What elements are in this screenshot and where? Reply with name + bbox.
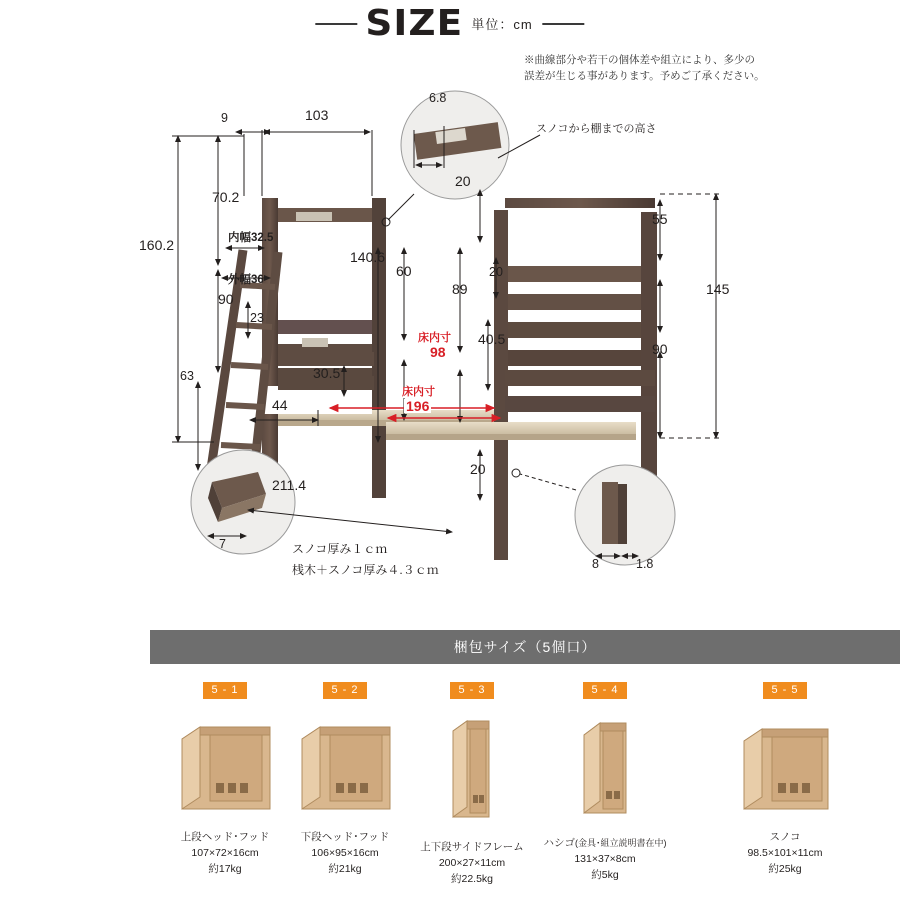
page-header: [0, 3, 900, 52]
package-tag-2: 5 - 2: [323, 682, 366, 699]
callout-slat-7: 7: [219, 537, 226, 551]
package-name-5: スノコ: [769, 831, 801, 844]
dim-20-bottom: 20: [470, 461, 486, 477]
floor-inner-196-value: 196: [406, 398, 430, 414]
package-size-5: 98.5×101×11cm: [747, 846, 823, 859]
dim-60: 60: [396, 263, 412, 279]
dim-inner-width: 内幅32.5: [228, 232, 274, 244]
package-tag-1: 5 - 1: [203, 682, 246, 699]
package-size-3: 200×27×11cm: [438, 856, 506, 869]
package-item-4: [520, 680, 690, 883]
disclaimer-line-2: 誤差が生じる事があります。予めご了承ください。: [524, 70, 765, 83]
dim-20-upper: 20: [489, 265, 503, 279]
dimension-diagram: [0, 70, 900, 600]
unit-label: 単位：cm: [471, 16, 533, 32]
package-tag-3: 5 - 3: [450, 682, 493, 699]
package-size-1: 107×72×16cm: [191, 846, 259, 859]
floor-inner-196-text: 床内寸: [402, 386, 435, 398]
dim-63: 63: [180, 369, 194, 383]
package-caption-5: [700, 830, 870, 877]
callout-shelf-height: スノコから棚までの高さ: [536, 123, 657, 135]
dim-145: 145: [706, 281, 730, 297]
packaging-list: [0, 680, 900, 900]
detail-callout-outlet: [382, 91, 509, 226]
dim-33: 20: [455, 173, 471, 189]
callout-outlet-width: 6.8: [429, 91, 447, 105]
package-weight-3: 約22.5kg: [450, 872, 494, 885]
note-beam-slat-thickness: 桟木＋スノコ厚み４.３ｃｍ: [292, 563, 439, 577]
dim-outer-width: 外幅36: [228, 274, 264, 286]
package-box-image-4: [520, 709, 690, 830]
package-size-2: 106×95×16cm: [311, 846, 379, 859]
package-name-text-4: ハシゴ: [543, 837, 575, 850]
dim-23: 23: [250, 311, 264, 325]
package-name-2: 下段ヘッド･フッド: [300, 831, 390, 844]
disclaimer-line-1: ※曲線部分や若干の個体差や組立により、多少の: [524, 54, 755, 66]
callout-post-8: 8: [592, 557, 599, 571]
page-title: SIZE: [365, 3, 464, 44]
dim-70-2: 70.2: [212, 189, 240, 205]
package-weight-2: 約21kg: [328, 862, 362, 875]
package-name-sub-4: (金具･組立説明書在中): [575, 838, 667, 849]
dim-44: 44: [272, 397, 288, 413]
dim-103: 103: [305, 107, 329, 123]
floor-inner-98-value: 98: [430, 344, 446, 360]
package-name-4: [520, 836, 690, 852]
package-weight-4: 約5kg: [591, 868, 619, 881]
package-size-4: 131×37×8cm: [574, 852, 636, 865]
dim-160-2: 160.2: [139, 237, 175, 253]
dim-89: 89: [452, 281, 468, 297]
dim-55: 55: [652, 211, 668, 227]
package-tag-4: 5 - 4: [583, 682, 626, 699]
dim-90-left: 90: [218, 291, 234, 307]
package-caption-4: [520, 836, 690, 883]
dim-30-5: 30.5: [313, 365, 341, 381]
package-item-5: [700, 680, 870, 877]
dim-211-4: 211.4: [272, 477, 306, 493]
floor-inner-98-text: 床内寸: [418, 332, 451, 344]
package-box-image-5: [700, 709, 870, 824]
detail-callout-post: [512, 465, 675, 565]
packaging-band-title: 梱包サイズ（5個口）: [150, 630, 900, 664]
header-rule-left: [315, 23, 357, 25]
callout-post-1-8: 1.8: [636, 557, 654, 571]
package-name-3: 上下段サイドフレーム: [420, 841, 524, 854]
dim-140-6: 140.6: [350, 249, 386, 265]
dim-40-5: 40.5: [478, 331, 506, 347]
header-rule-right: [543, 23, 585, 25]
package-name-1: 上段ヘッド･フッド: [180, 831, 270, 844]
package-weight-1: 約17kg: [208, 862, 242, 875]
package-tag-5: 5 - 5: [763, 682, 806, 699]
dim-90-right: 90: [652, 341, 668, 357]
detail-callout-slat: [191, 450, 295, 554]
dim-9: 9: [221, 111, 228, 125]
package-weight-5: 約25kg: [768, 862, 802, 875]
note-slat-thickness: スノコ厚み１ｃｍ: [292, 542, 388, 556]
